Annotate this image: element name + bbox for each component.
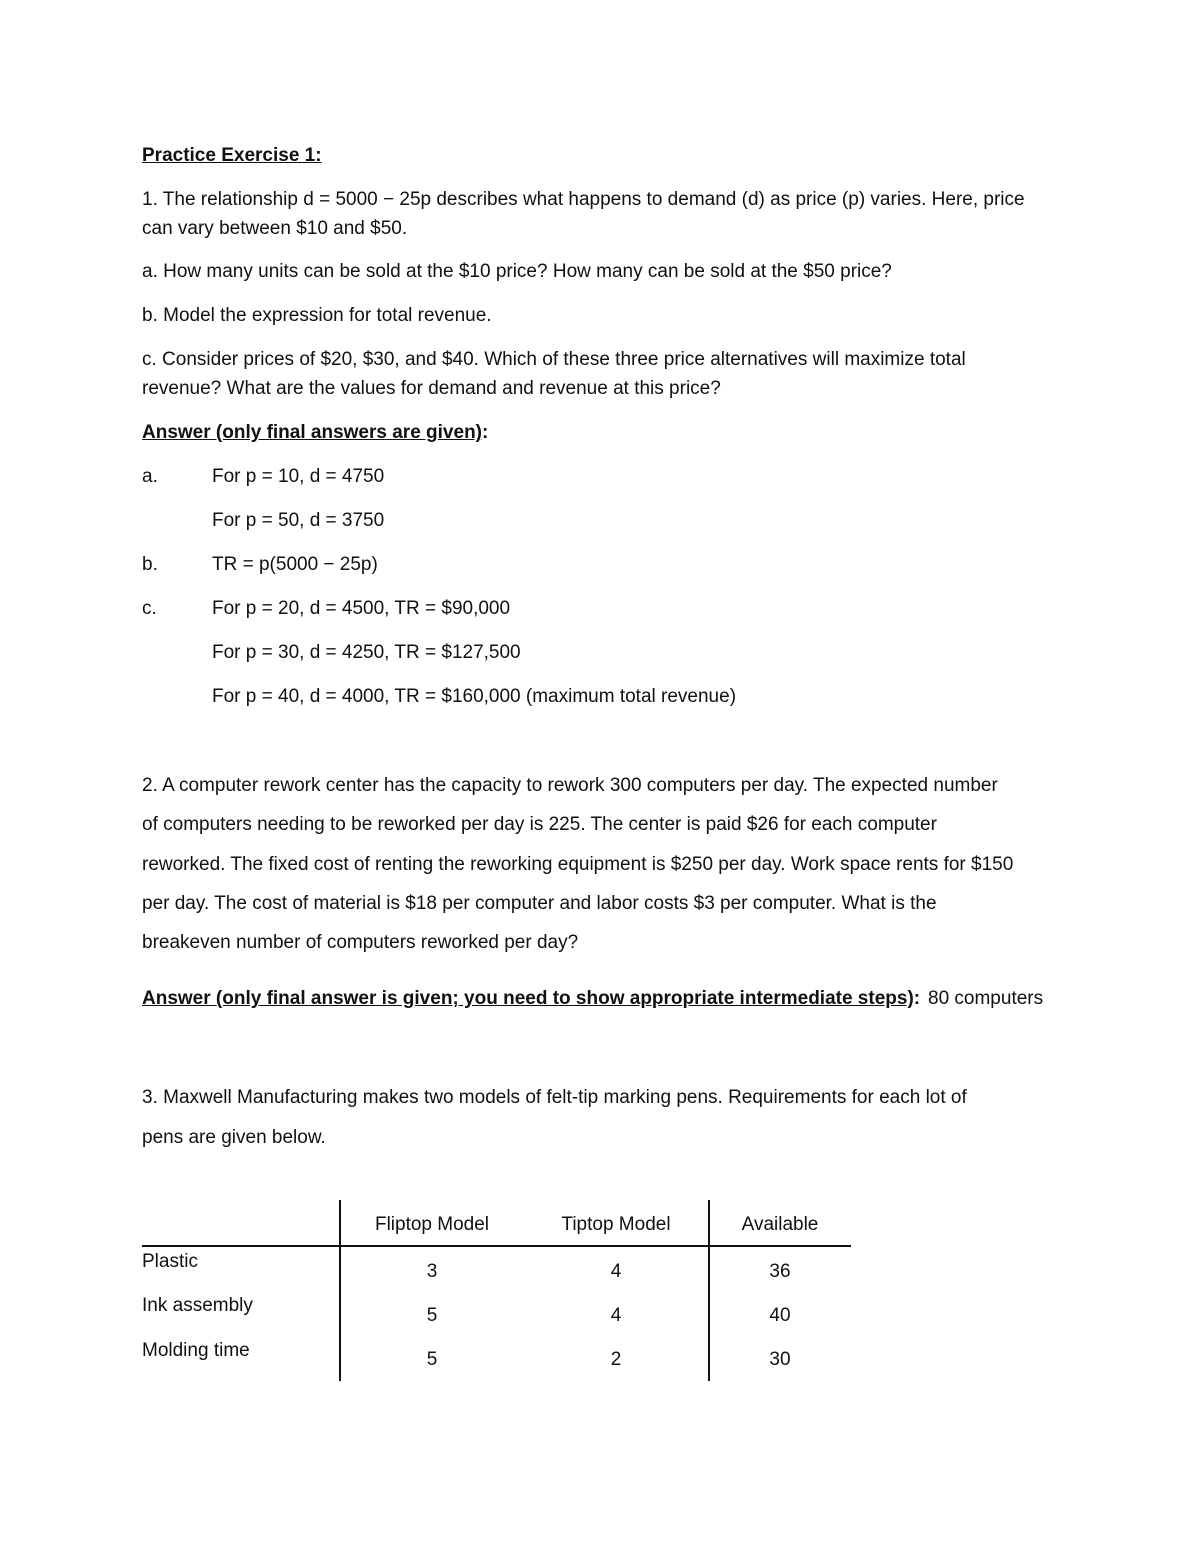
q2-text-line-1: 2. A computer rework center has the capacity to rework 300 computers per day. The expected number	[142, 775, 998, 796]
table-cell-molding-tiptop: 2	[610, 1349, 622, 1370]
table-header-fliptop: Fliptop Model	[374, 1214, 490, 1235]
table-cell-plastic-tiptop: 4	[610, 1261, 622, 1282]
table-cell-ink-fliptop: 5	[426, 1305, 438, 1326]
q1-answer-c-line-3: For p = 40, d = 4000, TR = $160,000 (maximum total revenue)	[212, 686, 737, 707]
table-row-label-ink-assembly: Ink assembly	[142, 1295, 253, 1316]
q1-part-c-line-2: revenue? What are the values for demand and revenue at this price?	[142, 378, 721, 399]
q1-answer-heading	[142, 419, 488, 447]
q1-part-b: b. Model the expression for total revenue.	[142, 305, 492, 326]
q1-text-line-2: can vary between $10 and $50.	[142, 218, 408, 239]
table-cell-plastic-available: 36	[769, 1261, 791, 1282]
q1-answer-b-line-1: TR = p(5000 − 25p)	[212, 554, 378, 575]
page-title: Practice Exercise 1:	[142, 145, 322, 166]
q1-answer-c-line-1: For p = 20, d = 4500, TR = $90,000	[212, 598, 511, 619]
q3-text-line-2: pens are given below.	[142, 1127, 326, 1148]
table-header-rule	[142, 1245, 851, 1247]
q1-answer-heading-text: Answer (only final answers are given)	[142, 422, 482, 443]
table-cell-ink-tiptop: 4	[610, 1305, 622, 1326]
q2-answer-colon: :	[913, 988, 921, 1009]
q1-answer-b-label: b.	[142, 554, 158, 575]
q1-answer-colon: :	[482, 422, 489, 443]
q2-text-line-4: per day. The cost of material is $18 per computer and labor costs $3 per computer. What is the	[142, 893, 937, 914]
q2-answer-value: 80 computers	[928, 988, 1044, 1009]
table-cell-plastic-fliptop: 3	[426, 1261, 438, 1282]
q1-text-line-1: 1. The relationship d = 5000 − 25p describes what happens to demand (d) as price (p) varies. Here, price	[142, 189, 1025, 210]
q1-part-c-line-1: c. Consider prices of $20, $30, and $40. Which of these three price alternatives will maximize total	[142, 349, 966, 370]
table-cell-ink-available: 40	[769, 1305, 791, 1326]
q1-answer-a-label: a.	[142, 466, 158, 487]
table-cell-molding-available: 30	[769, 1349, 791, 1370]
q1-answer-a-line-2: For p = 50, d = 3750	[212, 510, 385, 531]
q1-answer-c-label: c.	[142, 598, 157, 619]
q2-text-line-3: reworked. The fixed cost of renting the reworking equipment is $250 per day. Work space rents for $150	[142, 854, 1014, 875]
table-row-label-plastic: Plastic	[142, 1251, 198, 1272]
q2-answer-heading-text: Answer (only final answer is given; you need to show appropriate intermediate steps)	[142, 988, 914, 1009]
q2-text-line-5: breakeven number of computers reworked per day?	[142, 932, 579, 953]
table-header-available: Available	[741, 1214, 819, 1235]
q3-text-line-1: 3. Maxwell Manufacturing makes two models of felt-tip marking pens. Requirements for each lot of	[142, 1087, 967, 1108]
q2-answer-line	[142, 985, 920, 1013]
q1-answer-c-line-2: For p = 30, d = 4250, TR = $127,500	[212, 642, 521, 663]
q2-text-line-2: of computers needing to be reworked per day is 225. The center is paid $26 for each computer	[142, 814, 937, 835]
table-header-tiptop: Tiptop Model	[561, 1214, 671, 1235]
q1-part-a: a. How many units can be sold at the $10 price? How many can be sold at the $50 price?	[142, 261, 892, 282]
q1-answer-a-line-1: For p = 10, d = 4750	[212, 466, 385, 487]
table-row-label-molding-time: Molding time	[142, 1340, 250, 1361]
table-cell-molding-fliptop: 5	[426, 1349, 438, 1370]
